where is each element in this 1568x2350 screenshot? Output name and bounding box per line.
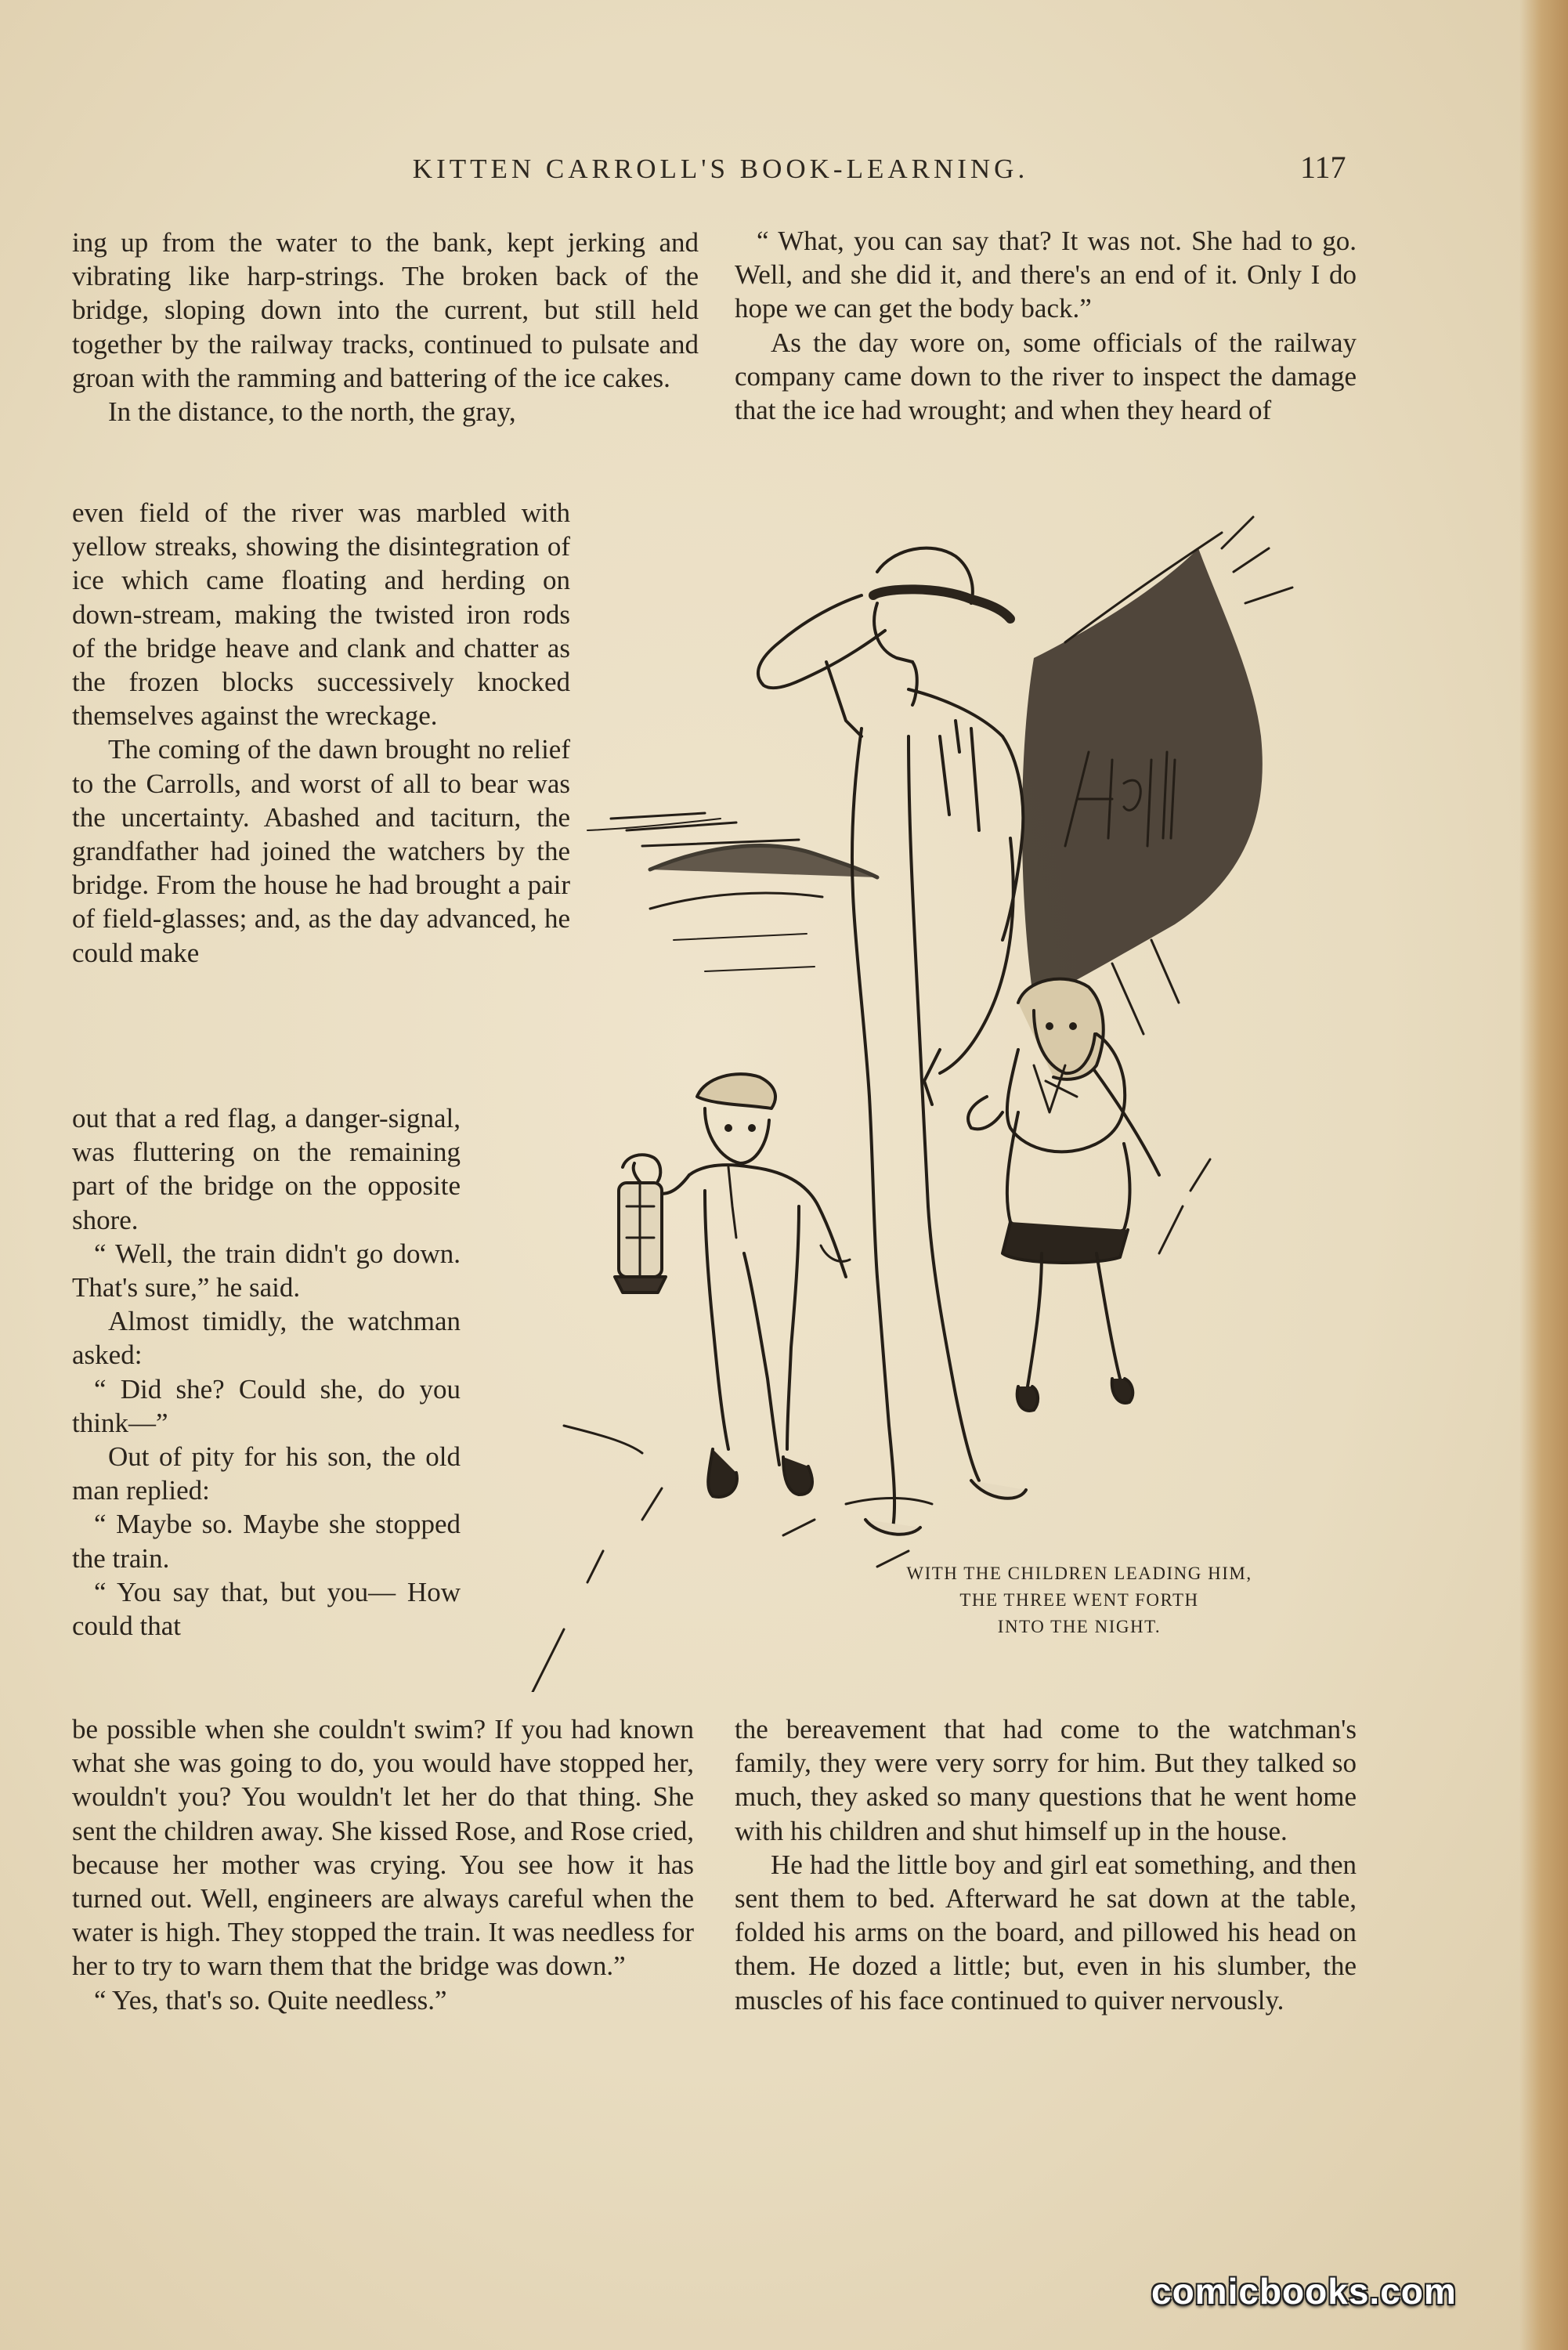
- right-column-top: [735, 224, 1357, 427]
- left-column-narrower: [72, 1101, 461, 1643]
- page-edge-shadow: [1519, 0, 1568, 2350]
- paragraph: Out of pity for his son, the old man replied:: [72, 1441, 461, 1506]
- page-number: 117: [1300, 150, 1346, 185]
- paragraph: “ Yes, that's so. Quite needless.”: [94, 1984, 447, 2016]
- paragraph: “ Did she? Could she, do you think—”: [72, 1373, 461, 1438]
- left-column-bottom: [72, 1712, 694, 2017]
- caption-line: THE THREE WENT FORTH: [959, 1590, 1199, 1610]
- paragraph: “ Well, the train didn't go down. That's sure,” he said.: [72, 1238, 461, 1303]
- pen-ink-illustration: [470, 501, 1371, 1692]
- paragraph: As the day wore on, some officials of the railway company came down to the river to inspect the damage that the ice had wrought; and when they heard of: [735, 327, 1357, 426]
- paragraph: Almost timidly, the watchman asked:: [72, 1306, 461, 1371]
- caption-line: WITH THE CHILDREN LEADING HIM,: [906, 1564, 1252, 1583]
- paragraph: He had the little boy and girl eat something, and then sent them to bed. Afterward he sat down at the table, folded his arms on the board, and pillowed his head on them. He dozed a little; but, even in his slumber, the muscles of his face continued to quiver nervously.: [735, 1849, 1357, 2016]
- paragraph: “ You say that, but you— How could that: [72, 1576, 461, 1642]
- blindfolded-man: [758, 548, 1026, 1535]
- river-landscape: [587, 813, 877, 971]
- girl-in-shawl: [968, 979, 1133, 1411]
- left-column-top: [72, 226, 699, 428]
- site-watermark: comicbooks.com: [1151, 2271, 1457, 2312]
- paragraph: The coming of the dawn brought no relief to the Carrolls, and worst of all to bear was the uncertainty. Abashed and taciturn, the grandfather had joined the watchers by the bridge. From the house he had brought a pair of field-glasses; and, as the day advanced, he could make: [72, 734, 570, 968]
- paragraph: the bereavement that had come to the watchman's family, they were very sorry for him. But they talked so much, they asked so many questions that he went home with his children and shut himself up in the house.: [735, 1714, 1357, 1846]
- paragraph: be possible when she couldn't swim? If you had known what she was going to do, you would have stopped her, wouldn't you? You wouldn't let her do that thing. She sent the children away. She kissed Rose, and Rose cried, because her mother was crying. You see how it has turned out. Well, engineers are always careful when the water is high. They stopped the train. It was needless for her to try to warn them that the bridge was down.”: [72, 1714, 694, 1982]
- paragraph: out that a red flag, a danger-signal, was fluttering on the remaining part of the bridge on the opposite shore.: [72, 1103, 461, 1235]
- paragraph: even field of the river was marbled with yellow streaks, showing the disintegration of ice which came floating and herding on down-stream, making the twisted iron rods of the bridge heave and clank and chatter as the frozen blocks successively knocked themselves against the wreckage.: [72, 497, 570, 732]
- right-column-bottom: [735, 1712, 1357, 2017]
- boy-with-lantern: [615, 1074, 850, 1497]
- running-title: KITTEN CARROLL'S BOOK-LEARNING.: [412, 154, 1029, 184]
- paragraph: “ Maybe so. Maybe she stopped the train.: [72, 1509, 461, 1574]
- paragraph: ing up from the water to the bank, kept jerking and vibrating like harp-strings. The broken back of the bridge, sloping down into the current, but still held together by the railway tracks, continued to pulsate and groan with the ramming and battering of the ice cakes.: [72, 227, 699, 393]
- caption-line: INTO THE NIGHT.: [997, 1617, 1162, 1636]
- paragraph: “ What, you can say that? It was not. She had to go. Well, and she did it, and there's an end of it. Only I do hope we can get the body back.”: [735, 226, 1357, 324]
- paragraph: In the distance, to the north, the gray,: [108, 396, 516, 428]
- illustration-caption: [860, 1560, 1299, 1640]
